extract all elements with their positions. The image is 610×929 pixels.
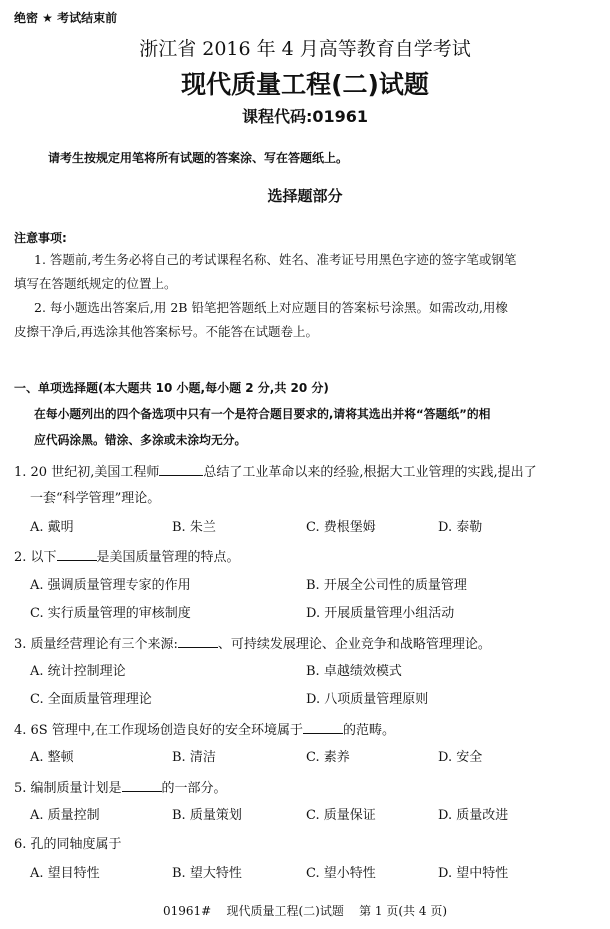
question-4-stem-post: 的范畴。	[342, 723, 395, 738]
question-1-stem-post: 总结了工业革命以来的经验,根据大工业管理的实践,提出了	[203, 465, 537, 480]
question-3-option-b: B. 卓越绩效模式	[306, 664, 402, 679]
question-2-option-a: A. 强调质量管理专家的作用	[30, 578, 191, 593]
note-2-line2: 皮擦干净后,再选涂其他答案标号。不能答在试题卷上。	[14, 324, 318, 339]
question-3-option-c: C. 全面质量管理理论	[30, 692, 152, 707]
question-5-option-d: D. 质量改进	[438, 808, 509, 823]
question-4-stem-pre: 4. 6S 管理中,在工作现场创造良好的安全环境属于	[14, 723, 303, 738]
notes-heading: 注意事项:	[14, 231, 67, 245]
question-5-option-b: B. 质量策划	[172, 808, 242, 823]
question-4-option-d: D. 安全	[438, 750, 483, 765]
question-1-option-b: B. 朱兰	[172, 520, 216, 535]
question-4-option-b: B. 清洁	[172, 750, 216, 765]
answer-blank	[159, 463, 203, 476]
note-1-line2: 填写在答题纸规定的位置上。	[14, 276, 177, 291]
question-5	[14, 779, 227, 797]
question-1	[14, 463, 537, 481]
question-5-option-a: A. 质量控制	[30, 808, 100, 823]
question-2-option-d: D. 开展质量管理小组活动	[306, 606, 455, 621]
question-3-option-d: D. 八项质量管理原则	[306, 692, 429, 707]
question-3-stem-post: 、可持续发展理论、企业竞争和战略管理理论。	[217, 637, 491, 652]
question-6-option-c: C. 望小特性	[306, 866, 376, 881]
question-6-option-d: D. 望中特性	[438, 866, 509, 881]
question-2-option-b: B. 开展全公司性的质量管理	[306, 578, 467, 593]
page-footer: 01961# 现代质量工程(二)试题 第 1 页(共 4 页)	[163, 904, 447, 918]
part1-heading: 一、单项选择题(本大题共 10 小题,每小题 2 分,共 20 分)	[14, 381, 329, 395]
question-1-continuation: 一套“科学管理”理论。	[30, 491, 161, 506]
question-4-option-c: C. 素养	[306, 750, 350, 765]
note-1-line1: 1. 答题前,考生务必将自己的考试课程名称、姓名、准考证号用黑色字迹的签字笔或钢笔	[34, 252, 517, 267]
question-3-stem-pre: 3. 质量经营理论有三个来源:	[14, 637, 178, 652]
question-2-stem-pre: 2. 以下	[14, 550, 57, 565]
answer-blank	[303, 721, 343, 734]
question-1-option-d: D. 泰勒	[438, 520, 483, 535]
answer-blank	[57, 548, 97, 561]
answer-blank	[122, 779, 162, 792]
paper-title: 现代质量工程(二)试题	[181, 70, 429, 99]
general-instruction: 请考生按规定用笔将所有试题的答案涂、写在答题纸上。	[48, 151, 349, 165]
secret-mark: 绝密 ★ 考试结束前	[14, 11, 118, 25]
note-2-line1: 2. 每小题选出答案后,用 2B 铅笔把答题纸上对应题目的答案标号涂黑。如需改动,用橡	[34, 300, 508, 315]
question-6-option-a: A. 望目特性	[30, 866, 100, 881]
question-5-option-c: C. 质量保证	[306, 808, 376, 823]
question-3-option-a: A. 统计控制理论	[30, 664, 126, 679]
course-code: 课程代码:01961	[241, 107, 369, 126]
question-1-option-c: C. 费根堡姆	[306, 520, 376, 535]
exam-title: 浙江省 2016 年 4 月高等教育自学考试	[139, 38, 471, 60]
question-4	[14, 721, 395, 739]
question-1-option-a: A. 戴明	[30, 520, 74, 535]
question-6: 6. 孔的同轴度属于	[14, 837, 122, 852]
question-2-option-c: C. 实行质量管理的审核制度	[30, 606, 191, 621]
question-3	[14, 635, 491, 653]
question-5-stem-post: 的一部分。	[161, 781, 227, 796]
question-4-option-a: A. 整顿	[30, 750, 74, 765]
question-6-option-b: B. 望大特性	[172, 866, 242, 881]
section-title: 选择题部分	[267, 187, 343, 205]
question-5-stem-pre: 5. 编制质量计划是	[14, 781, 122, 796]
answer-blank	[178, 635, 218, 648]
question-1-stem-pre: 1. 20 世纪初,美国工程师	[14, 465, 160, 480]
part1-instruction-line2: 应代码涂黑。错涂、多涂或未涂均无分。	[34, 433, 247, 447]
question-2-stem-post: 是美国质量管理的特点。	[96, 550, 240, 565]
question-2	[14, 548, 240, 566]
part1-instruction-line1: 在每小题列出的四个备选项中只有一个是符合题目要求的,请将其选出并将“答题纸”的相	[34, 407, 491, 421]
